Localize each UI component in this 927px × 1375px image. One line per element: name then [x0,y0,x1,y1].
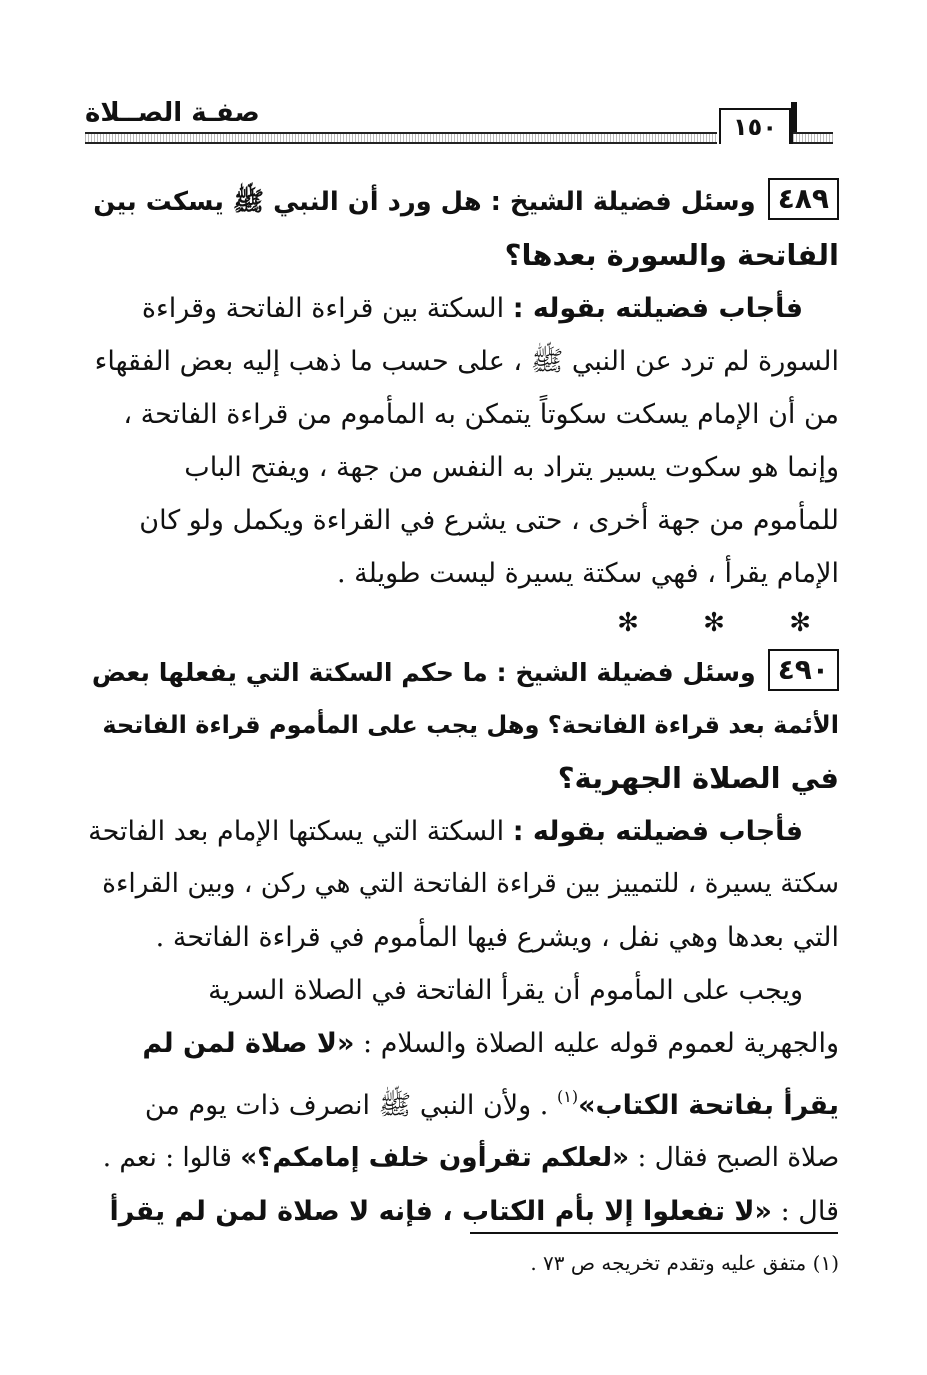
answer-line [87,282,839,335]
hadith-quote: «لا تفعلوا إلا بأم الكتاب ، فإنه لا صلاة لمن لم يقرأ [109,1196,772,1227]
answer-text: . ولأن النبي ﷺ انصرف ذات يوم من [144,1090,557,1121]
answer-line: للمأموم من جهة أخرى ، حتى يشرع في القراءة ويكمل ولو كان [139,505,839,536]
answer-line: التي بعدها وهي نفل ، ويشرع فيها المأموم في قراءة الفاتحة . [155,922,839,953]
answer-line [87,1017,839,1070]
answer-text: والجهرية لعموم قوله عليه الصلاة والسلام : [354,1028,839,1059]
header-rule [85,132,717,144]
page-header [85,96,833,152]
hadith-quote: يقرأ بفاتحة الكتاب» [578,1090,839,1121]
question-line [87,646,839,699]
answer-line: ويجب على المأموم أن يقرأ الفاتحة في الصلاة السرية [208,975,803,1006]
section-separator: ✻ ✻ ✻ [617,608,839,638]
footnote: (١) متفق عليه وتقدم تخريجه ص ٧٣ . [530,1251,839,1275]
question-line: الفاتحة والسورة بعدها؟ [504,238,839,272]
footnote-reference: (١) [556,1087,579,1106]
answer-lead: فأجاب فضيلته بقوله : [512,816,803,847]
footnote-rule [470,1232,838,1234]
hadith-quote: «لا صلاة لمن لم [142,1028,355,1059]
question-text: وسئل فضيلة الشيخ : ما حكم السكتة التي يفعلها بعض [91,658,756,687]
answer-line [87,1070,839,1132]
answer-text: قال : [771,1196,839,1227]
answer-line [87,1132,839,1185]
header-rule-right [793,132,833,144]
answer-line: الإمام يقرأ ، فهي سكتة يسيرة ليست طويلة . [337,558,839,589]
question-line: الأئمة بعد قراءة الفاتحة؟ وهل يجب على المأموم قراءة الفاتحة [102,711,839,739]
question-line [87,176,839,229]
question-number-box: ٤٨٩ [768,178,839,220]
question-text: وسئل فضيلة الشيخ : هل ورد أن النبي ﷺ يسكت بين [93,187,756,217]
answer-line: وإنما هو سكوت يسير يتراد به النفس من جهة ، ويفتح الباب [184,452,839,483]
answer-text: صلاة الصبح فقال : [629,1143,839,1173]
answer-490 [87,805,839,1238]
answer-lead: فأجاب فضيلته بقوله : [512,293,803,324]
answer-text: السكتة بين قراءة الفاتحة وقراءة [141,293,513,324]
answer-line: السورة لم ترد عن النبي ﷺ ، على حسب ما ذهب إليه بعض الفقهاء [94,346,839,377]
answer-line: من أن الإمام يسكت سكوتاً يتمكن به المأموم من قراءة الفاتحة ، [123,399,839,430]
question-line: في الصلاة الجهرية؟ [557,761,839,795]
answer-line [87,1185,839,1238]
answer-text: قالوا : نعم . [102,1143,241,1173]
answer-text: السكتة التي يسكتها الإمام بعد الفاتحة [88,816,513,847]
question-number-box: ٤٩٠ [768,649,839,691]
page-number: ١٥٠ [719,108,791,144]
answer-489 [87,282,839,600]
page-content [87,176,839,1238]
answer-line [87,805,839,858]
running-title: صفـة الصــلاة [85,98,260,128]
hadith-quote: «لعلكم تقرأون خلف إمامكم؟» [240,1143,630,1173]
question-490 [87,646,839,805]
question-489 [87,176,839,282]
answer-line: سكتة يسيرة ، للتمييز بين قراءة الفاتحة التي هي ركن ، وبين القراءة [102,869,839,899]
